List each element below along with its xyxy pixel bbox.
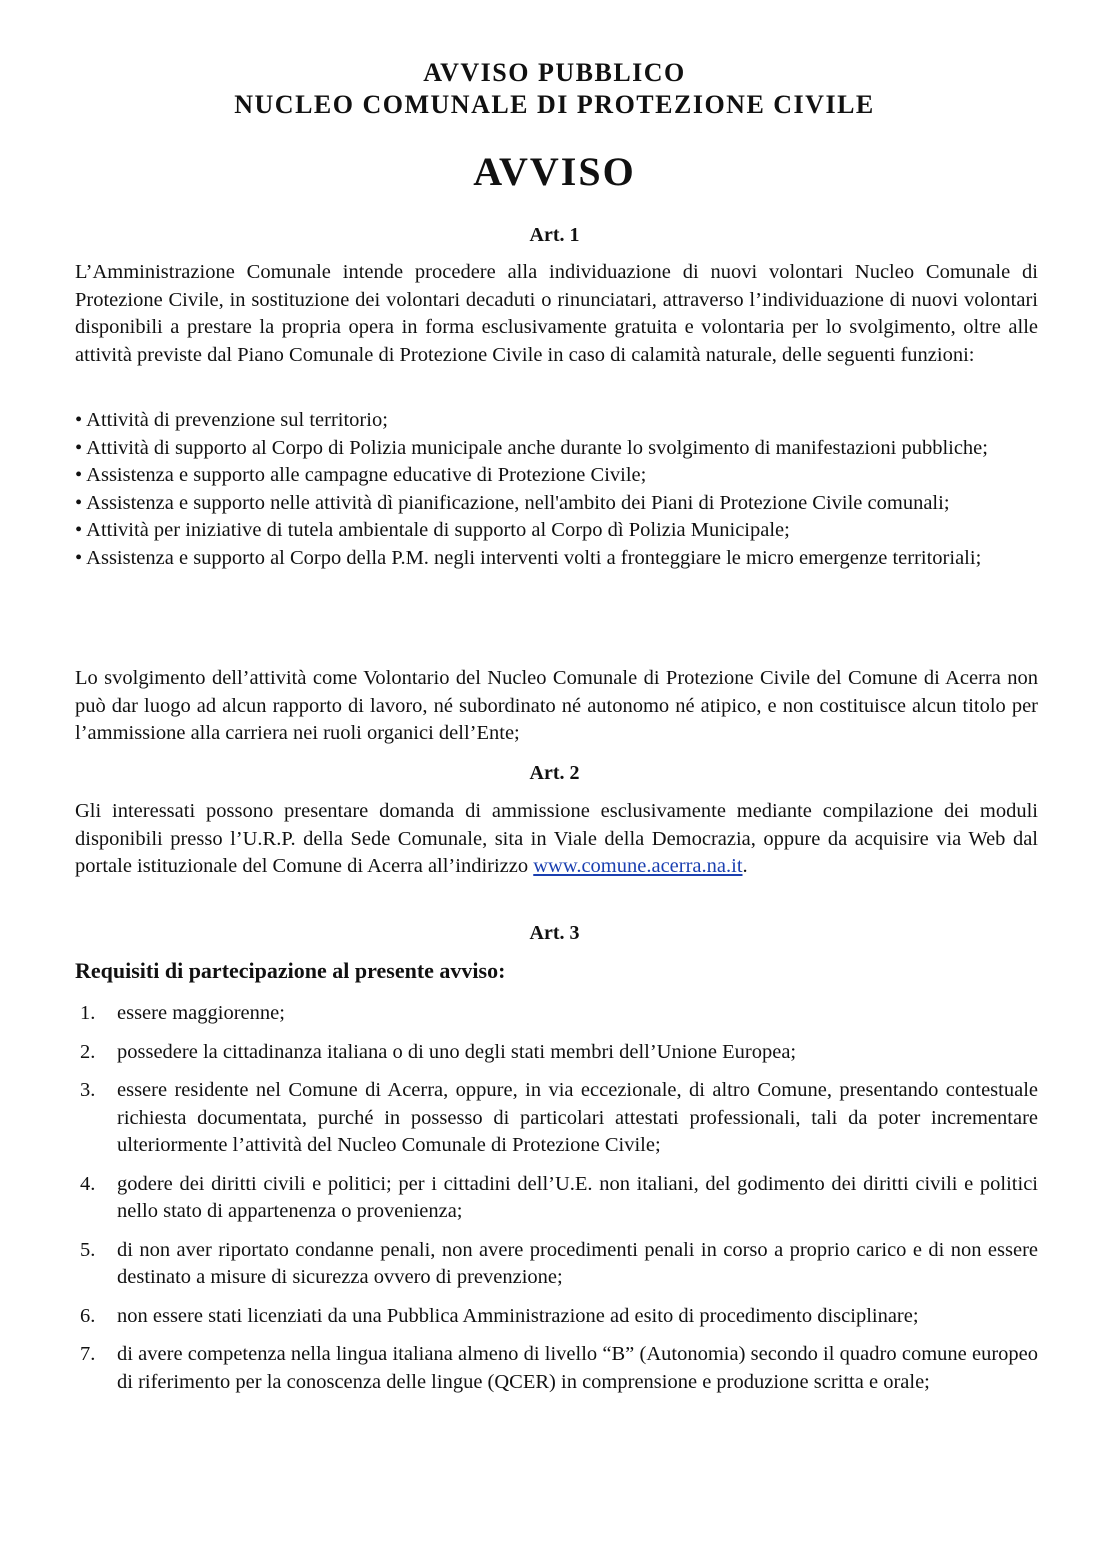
requirement-number: 3. [80, 1079, 96, 1101]
requirement-number: 1. [80, 1002, 96, 1024]
website-link[interactable]: www.comune.acerra.na.it [533, 855, 743, 877]
bullet-item: • Assistenza e supporto al Corpo della P.M. negli interventi volti a fronteggiare le micro emergenze territoriali; [75, 546, 982, 569]
requirement-number: 4. [80, 1172, 96, 1195]
header-line-1: AVVISO PUBBLICO [423, 58, 686, 87]
requirement-text: essere maggiorenne; [117, 1002, 285, 1024]
requirement-item [75, 1000, 1038, 1028]
requirement-number: 7. [80, 1343, 96, 1365]
art-3-heading: Art. 3 [529, 922, 580, 944]
requirements-list [75, 1000, 1038, 1407]
art-2-period: . [742, 855, 748, 877]
document-title: AVVISO [473, 149, 636, 194]
requirement-text: non essere stati licenziati da una Pubblica Amministrazione ad esito di procedimento disciplinare; [117, 1304, 919, 1327]
bullet-item: • Attività di prevenzione sul territorio; [75, 409, 388, 431]
header-line-2: NUCLEO COMUNALE DI PROTEZIONE CIVILE [234, 90, 875, 119]
requirement-number: 2. [80, 1040, 96, 1063]
requirement-number: 5. [80, 1238, 96, 1261]
requirement-item [75, 1303, 1038, 1331]
requirement-text: di avere competenza nella lingua italiana almeno di livello “B” (Autonomia) secondo il quadro comune europeo di riferimento per la conoscenza delle lingue (QCER) in comprensione e produzione scritta e orale; [117, 1343, 1038, 1393]
bullet-item: • Assistenza e supporto nelle attività dì pianificazione, nell'ambito dei Piani di Protezione Civile comunali; [75, 491, 950, 514]
requirement-text: possedere la cittadinanza italiana o di uno degli stati membri dell’Unione Europea; [117, 1040, 797, 1063]
requirement-item [75, 1237, 1038, 1292]
art-1-bullet-list [75, 407, 1038, 572]
art-1-intro: L’Amministrazione Comunale intende procedere alla individuazione di nuovi volontari Nucleo Comunale di Protezione Civile, in sostituzione dei volontari decaduti o rinunciatari, attraverso l’individuazione di nuovi volontari disponibili a prestare la propria opera in forma esclusivamente gratuita e volontaria per lo svolgimento, oltre alle attività previste dal Piano Comunale di Protezione Civile in caso di calamità naturale, delle seguenti funzioni: [75, 261, 1038, 366]
art-2-heading: Art. 2 [529, 762, 580, 784]
requirement-text: godere dei diritti civili e politici; per i cittadini dell’U.E. non italiani, del godimento dei diritti civili e politici nello stato di appartenenza o provenienza; [117, 1172, 1038, 1222]
bullet-item: • Attività per iniziative di tutela ambientale di supporto al Corpo dì Polizia Municipale; [75, 519, 790, 541]
art-1-closing: Lo svolgimento dell’attività come Volontario del Nucleo Comunale di Protezione Civile del Comune di Acerra non può dar luogo ad alcun rapporto di lavoro, né subordinato né autonomo né atipico, e non costituisce alcun titolo per l’ammissione alla carriera nei ruoli organici dell’Ente; [75, 667, 1038, 744]
requirement-text: essere residente nel Comune di Acerra, oppure, in via eccezionale, di altro Comune, presentando contestuale richiesta documentata, purché in possesso di particolari attestati professionali, tali da poter incrementare ulteriormente l’attività del Nucleo Comunale di Protezione Civile; [117, 1079, 1038, 1156]
requirement-text: di non aver riportato condanne penali, non avere procedimenti penali in corso a proprio carico e di non essere destinato a misure di sicurezza ovvero di prevenzione; [117, 1238, 1038, 1288]
art-1-heading: Art. 1 [529, 224, 580, 246]
requirement-item [75, 1077, 1038, 1160]
requirement-item [75, 1171, 1038, 1226]
bullet-item: • Assistenza e supporto alle campagne educative di Protezione Civile; [75, 464, 647, 486]
bullet-item: • Attività di supporto al Corpo di Polizia municipale anche durante lo svolgimento di manifestazioni pubbliche; [75, 436, 988, 459]
requirements-title: Requisiti di partecipazione al presente avviso: [75, 958, 506, 983]
requirement-item [75, 1341, 1038, 1396]
art-2-text [75, 798, 1038, 881]
requirement-item [75, 1039, 1038, 1067]
requirement-number: 6. [80, 1304, 96, 1327]
art-2-body: Gli interessati possono presentare domanda di ammissione esclusivamente mediante compilazione dei moduli disponibili presso l’U.R.P. della Sede Comunale, sita in Viale della Democrazia, oppure da acquisire via Web dal portale istituzionale del Comune di Acerra all’indirizzo [75, 800, 1038, 877]
